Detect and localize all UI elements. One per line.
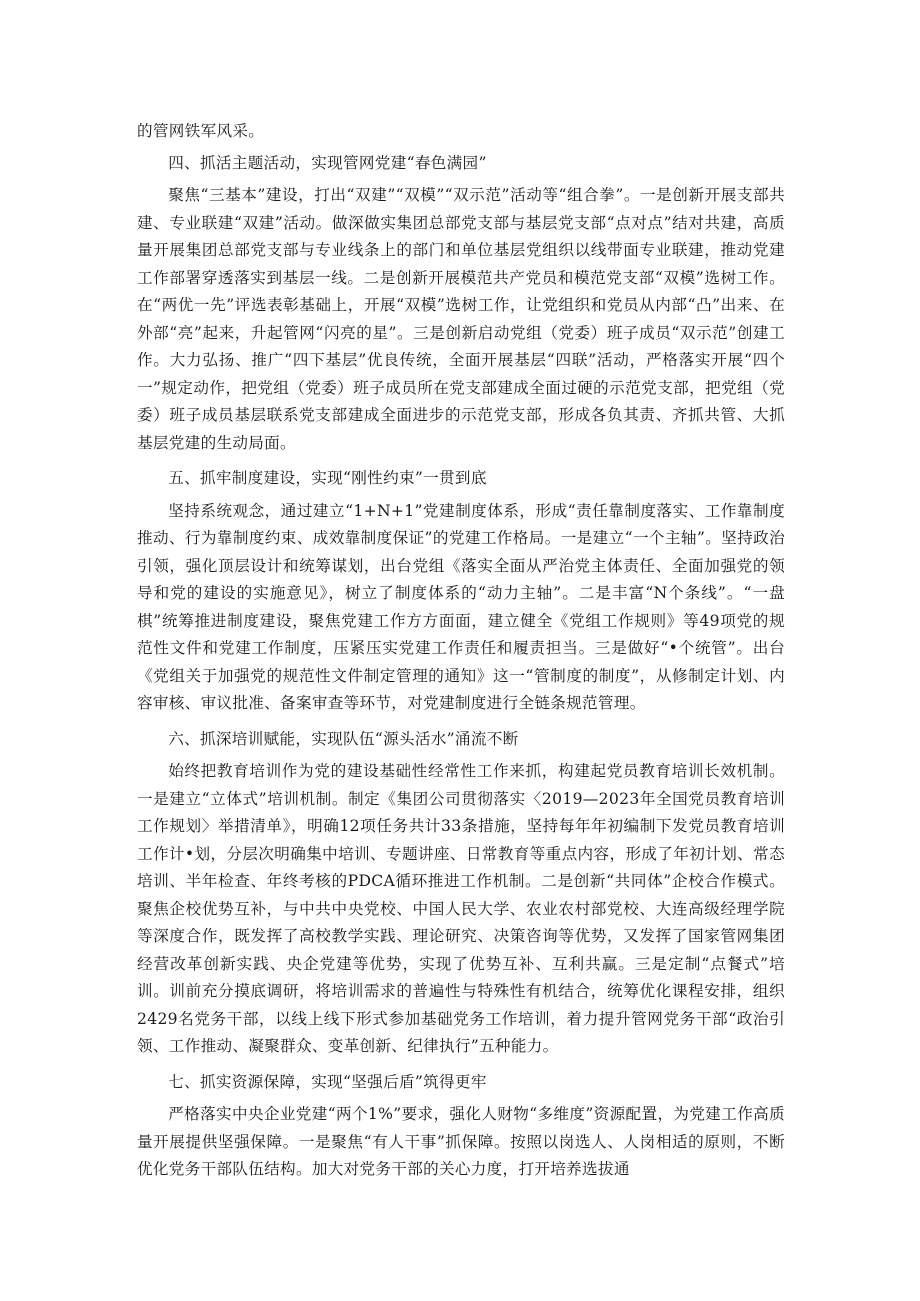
continuation-paragraph: 的管网铁军风采。 xyxy=(137,122,265,140)
section-heading: 六、抓深培训赋能，实现队伍“源头活水”涌流不断 xyxy=(168,729,519,748)
section-body: 严格落实中央企业党建“两个1%”要求，强化人财物“多维度”资源配置，为党建工作高质量开展提供坚强保障。一是聚焦“有人干事”抓保障。按照以岗选人、人岗相适的原则，不断优化党务干部队伍结构。加大对党务干部的关心力度，打开培养选拔通 xyxy=(137,1105,785,1178)
section-seven xyxy=(137,1065,785,1184)
section-heading: 五、抓牢制度建设，实现“刚性约束”一贯到底 xyxy=(168,469,487,487)
section-body: 聚焦“三基本”建设，打出“双建”“双模”“双示范”活动等“组合拳”。一是创新开展支部共建、专业联建“双建”活动。做深做实集团总部党支部与基层党支部“点对点”结对共建，高质量开展集团总部党支部与专业线条上的部门和单位基层党组织以线带面专业联建，推动党建工作部署穿透落实到基层一线。二是创新开展模范共产党员和模范党支部“双模”选树工作。在“两优一先”评选表彰基础上，开展“双模”选树工作，让党组织和党员从内部“凸”出来、在外部“亮”起来，升起管网“闪亮的星”。三是创新启动党组（党委）班子成员“双示范”创建工作。大力弘扬、推广“四下基层”优良传统，全面开展基层“四联”活动，严格落实开展“四个一”规定动作，把党组（党委）班子成员所在党支部建成全面过硬的示范党支部，把党组（党委）班子成员基层联系党支部建成全面进步的示范党支部，形成各负其责、齐抓共管、大抓基层党建的生动局面。 xyxy=(137,186,785,452)
section-heading: 四、抓活主题活动，实现管网党建“春色满园” xyxy=(168,153,487,172)
section-body: 始终把教育培训作为党的建设基础性经常性工作来抓，构建起党员教育培训长效机制。一是建立“立体式”培训机制。制定《集团公司贯彻落实〈2019—2023年全国党员教育培训工作规划〉举措清单》，明确12项任务共计33条措施，坚持每年年初编制下发党员教育培训工作计•划，分层次明确集中培训、专题讲座、日常教育等重点内容，形成了年初计划、常态培训、半年检查、年终考核的PDCA循环推进工作机制。二是创新“共同体”企校合作模式。聚焦企校优势互补，与中共中央党校、中国人民大学、农业农村部党校、大连高级经理学院等深度合作，既发挥了高校教学实践、理论研究、决策咨询等优势，又发挥了国家管网集团经营改革创新实践、央企党建等优势，实现了优势互补、互利共赢。三是定制“点餐式”培训。训前充分摸底调研，将培训需求的普遍性与特殊性有机结合，统筹优化课程安排，组织2429名党务干部，以线上线下形式参加基础党务工作培训，着力提升管网党务干部“政治引领、工作推动、凝聚群众、变革创新、纪律执行”五种能力。 xyxy=(137,762,785,1055)
section-four xyxy=(137,146,785,458)
section-heading: 七、抓实资源保障，实现“坚强后盾”筑得更牢 xyxy=(168,1072,487,1091)
section-six xyxy=(137,722,785,1061)
section-five xyxy=(137,461,785,718)
document-page xyxy=(137,118,785,1188)
section-body: 坚持系统观念，通过建立“1+N+1”党建制度体系，形成“责任靠制度落实、工作靠制度推动、行为靠制度约束、成效靠制度保证”的党建工作格局。一是建立“一个主轴”。坚持政治引领，强化顶层设计和统筹谋划，出台党组《落实全面从严治党主体责任、全面加强党的领导和党的建设的实施意见》，树立了制度体系的“动力主轴”。二是丰富“N个条线”。“一盘棋”统筹推进制度建设，聚焦党建工作方方面面，建立健全《党组工作规则》等49项党的规范性文件和党建工作制度，压紧压实党建工作责任和履责担当。三是做好“•个统管”。出台《党组关于加强党的规范性文件制定管理的通知》这一“管制度的制度”，从修制定计划、内容审核、审议批准、备案审查等环节，对党建制度进行全链条规范管理。 xyxy=(137,501,785,712)
